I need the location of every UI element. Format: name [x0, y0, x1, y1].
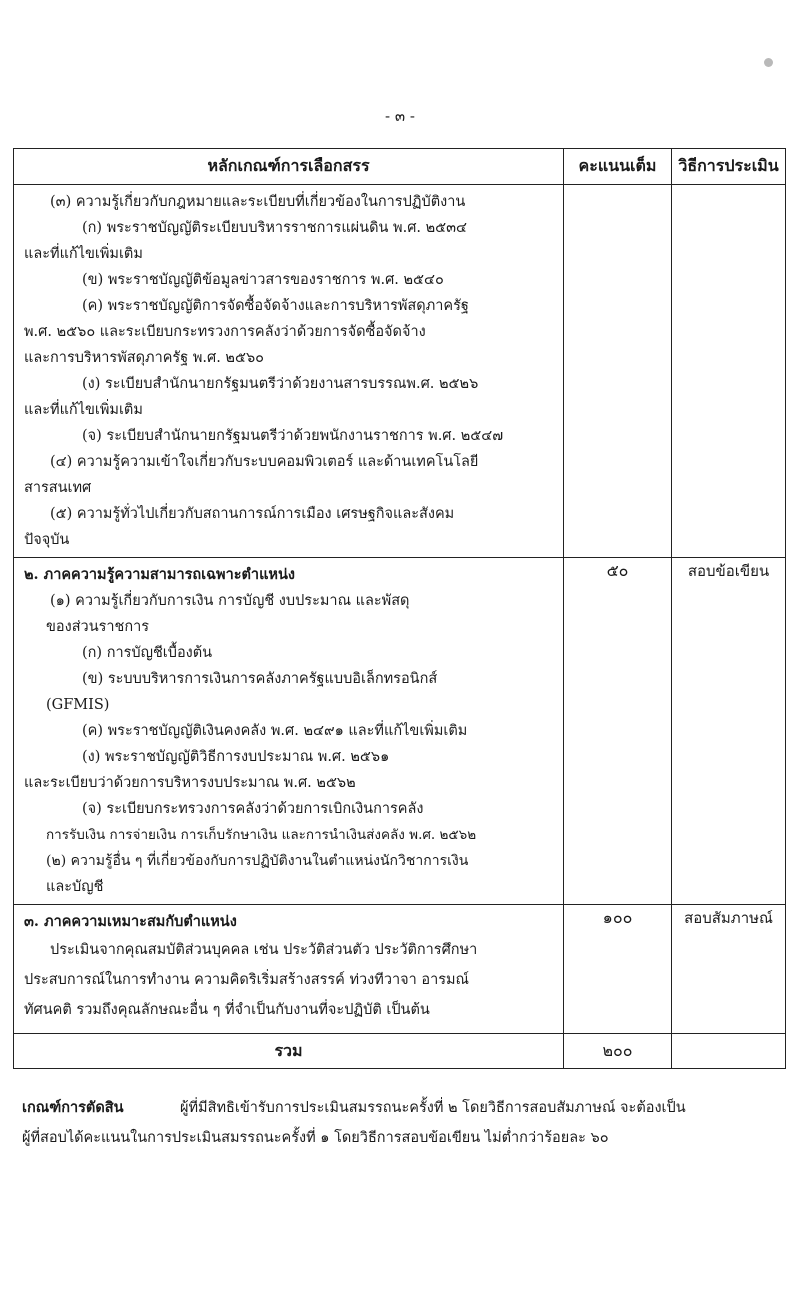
- list-item: (ข) พระราชบัญญัติข้อมูลข่าวสารของราชการ พ.ศ. ๒๕๔๐: [82, 272, 444, 288]
- list-item: (ง) ระเบียบสำนักนายกรัฐมนตรีว่าด้วยงานสารบรรณพ.ศ. ๒๕๒๖: [82, 376, 479, 392]
- section1-row: [14, 185, 786, 558]
- total-score: ๒๐๐: [564, 1034, 672, 1069]
- section1-criteria: [14, 185, 564, 558]
- section1-score: [564, 185, 672, 558]
- section2-criteria: [14, 558, 564, 905]
- list-item: (ค) พระราชบัญญัติเงินคงคลัง พ.ศ. ๒๔๙๑ และที่แก้ไขเพิ่มเติม: [82, 723, 468, 739]
- criteria-label: เกณฑ์การตัดสิน: [22, 1099, 124, 1116]
- list-item: (๑) ความรู้เกี่ยวกับการเงิน การบัญชี งบประมาณ และพัสดุ: [50, 593, 410, 609]
- list-item: (ข) ระบบบริหารการเงินการคลังภาครัฐแบบอิเล็กทรอนิกส์: [82, 671, 438, 687]
- section3-score: ๑๐๐: [564, 905, 672, 1034]
- section1-method: [672, 185, 786, 558]
- criteria-line-1: [22, 1093, 790, 1123]
- decision-criteria: [22, 1093, 790, 1153]
- list-item: (ก) การบัญชีเบื้องต้น: [82, 645, 213, 661]
- list-item: (๕) ความรู้ทั่วไปเกี่ยวกับสถานการณ์การเมือง เศรษฐกิจและสังคม: [50, 506, 455, 522]
- criteria-text-1: ผู้ที่มีสิทธิเข้ารับการประเมินสมรรถนะครั้งที่ ๒ โดยวิธีการสอบสัมภาษณ์ จะต้องเป็น: [180, 1100, 686, 1116]
- list-item: ทัศนคติ รวมถึงคุณลักษณะอื่น ๆ ที่จำเป็นกับงานที่จะปฏิบัติ เป็นต้น: [24, 1002, 430, 1018]
- criteria-text-2: ผู้ที่สอบได้คะแนนในการประเมินสมรรถนะครั้งที่ ๑ โดยวิธีการสอบข้อเขียน ไม่ต่ำกว่าร้อยละ ๖๐: [22, 1130, 609, 1146]
- section2-title: ๒. ภาคความรู้ความสามารถเฉพาะตำแหน่ง: [24, 566, 295, 583]
- list-item: (ก) พระราชบัญญัติระเบียบบริหารราชการแผ่นดิน พ.ศ. ๒๕๓๔: [82, 220, 468, 236]
- list-item: (จ) ระเบียบกระทรวงการคลังว่าด้วยการเบิกเงินการคลัง: [82, 801, 424, 817]
- section2-score: ๕๐: [564, 558, 672, 905]
- list-item: สารสนเทศ: [24, 480, 92, 496]
- list-item: (GFMIS): [46, 697, 110, 713]
- header-criteria: หลักเกณฑ์การเลือกสรร: [14, 149, 564, 185]
- list-item: พ.ศ. ๒๕๖๐ และระเบียบกระทรวงการคลังว่าด้วยการจัดซื้อจัดจ้าง: [24, 324, 426, 340]
- list-item: และบัญชี: [46, 879, 104, 895]
- section3-title: ๓. ภาคความเหมาะสมกับตำแหน่ง: [24, 913, 237, 930]
- list-item: (จ) ระเบียบสำนักนายกรัฐมนตรีว่าด้วยพนักงานราชการ พ.ศ. ๒๕๔๗: [82, 428, 504, 444]
- list-item: (๔) ความรู้ความเข้าใจเกี่ยวกับระบบคอมพิวเตอร์ และด้านเทคโนโลยี: [50, 454, 479, 470]
- list-item: และการบริหารพัสดุภาครัฐ พ.ศ. ๒๕๖๐: [24, 350, 265, 366]
- table-header-row: [14, 149, 786, 185]
- list-item: และที่แก้ไขเพิ่มเติม: [24, 402, 143, 418]
- list-item: ประสบการณ์ในการทำงาน ความคิดริเริ่มสร้างสรรค์ ท่วงทีวาจา อารมณ์: [24, 972, 470, 988]
- section3-method: สอบสัมภาษณ์: [672, 905, 786, 1034]
- selection-criteria-table: [13, 148, 786, 1069]
- list-item: (ง) พระราชบัญญัติวิธีการงบประมาณ พ.ศ. ๒๕๖๑: [82, 749, 390, 765]
- section2-method: สอบข้อเขียน: [672, 558, 786, 905]
- section3-row: [14, 905, 786, 1034]
- list-item: และที่แก้ไขเพิ่มเติม: [24, 246, 143, 262]
- list-item: ปัจจุบัน: [24, 532, 70, 548]
- list-item: ประเมินจากคุณสมบัติส่วนบุคคล เช่น ประวัติส่วนตัว ประวัติการศึกษา: [50, 942, 478, 958]
- section3-criteria: [14, 905, 564, 1034]
- list-item: (๒) ความรู้อื่น ๆ ที่เกี่ยวข้องกับการปฏิบัติงานในตำแหน่งนักวิชาการเงิน: [46, 853, 469, 869]
- scan-mark: [764, 58, 773, 67]
- header-method: วิธีการประเมิน: [672, 149, 786, 185]
- total-method: [672, 1034, 786, 1069]
- section2-row: [14, 558, 786, 905]
- header-full-score: คะแนนเต็ม: [564, 149, 672, 185]
- total-label: รวม: [14, 1034, 564, 1069]
- list-item: (๓) ความรู้เกี่ยวกับกฎหมายและระเบียบที่เกี่ยวข้องในการปฏิบัติงาน: [50, 194, 466, 210]
- page-number: - ๓ -: [385, 107, 415, 125]
- list-item: (ค) พระราชบัญญัติการจัดซื้อจัดจ้างและการบริหารพัสดุภาครัฐ: [82, 298, 469, 314]
- list-item: การรับเงิน การจ่ายเงิน การเก็บรักษาเงิน และการนำเงินส่งคลัง พ.ศ. ๒๕๖๒: [46, 827, 477, 843]
- list-item: ของส่วนราชการ: [46, 619, 150, 635]
- total-row: [14, 1034, 786, 1069]
- list-item: และระเบียบว่าด้วยการบริหารงบประมาณ พ.ศ. ๒๕๖๒: [24, 775, 356, 791]
